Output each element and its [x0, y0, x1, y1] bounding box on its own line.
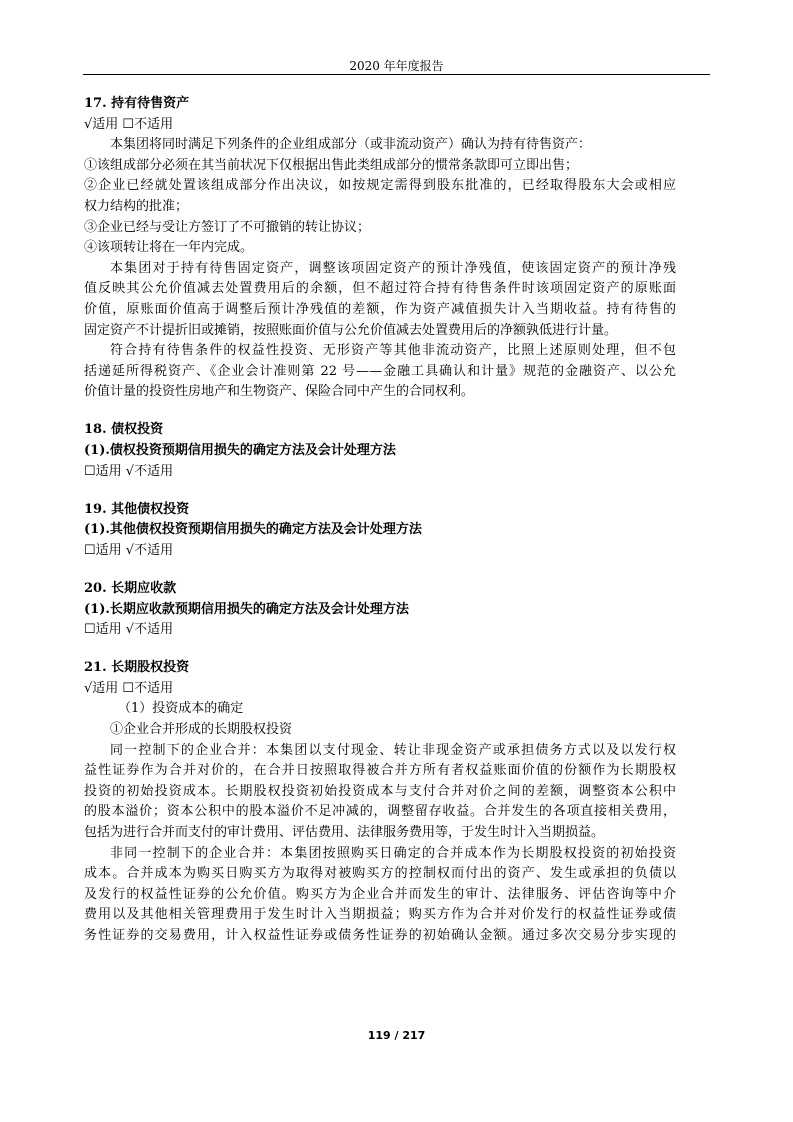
section-20-applicable: ☐适用 √不适用	[84, 622, 174, 638]
section-17-condition-4: ④该项转让将在一年内完成。	[84, 240, 254, 256]
paragraph-line: 非同一控制下的企业合并：本集团按照购买日确定的合并成本作为长期股权投资的初始投资	[110, 845, 676, 861]
section-21-subheading-2: ①企业合并形成的长期股权投资	[110, 722, 293, 738]
section-17-condition-1: ①该组成部分必须在其当前状况下仅根据出售此类组成部分的惯常条款即可立即出售；	[84, 157, 579, 173]
section-21-applicable: √适用 ☐不适用	[84, 680, 174, 696]
section-17-condition-3: ③企业已经与受让方签订了不可撤销的转让协议；	[84, 219, 371, 235]
paragraph-line: 同一控制下的企业合并：本集团以支付现金、转让非现金资产或承担债务方式以及以发行权	[110, 742, 676, 758]
paragraph-line: 本集团对于持有待售固定资产，调整该项固定资产的预计净残值，使该固定资产的预计净残	[110, 260, 676, 276]
section-18-subtitle: (1).债权投资预期信用损失的确定方法及会计处理方法	[84, 443, 396, 458]
section-20-subtitle: (1).长期应收款预期信用损失的确定方法及会计处理方法	[84, 601, 409, 617]
paragraph-line: 包括为进行合并而支付的审计费用、评估费用、法律服务费用等，于发生时计入当期损益。	[84, 825, 605, 840]
paragraph-line: 投资的初始投资成本。长期股权投资初始投资成本与支付合并对价之间的差额，调整资本公积中	[84, 783, 676, 799]
paragraph-line: 括递延所得税资产、《企业会计准则第 22 号——金融工具确认和计量》规范的金融资产、以公允	[84, 363, 676, 379]
page-header: 2020 年年度报告	[349, 59, 444, 73]
paragraph-line: 固定资产不计提折旧或摊销，按照账面价值与公允价值减去处置费用后的净额孰低进行计量。	[84, 322, 618, 338]
section-19-title: 19. 其他债权投资	[84, 501, 190, 517]
section-18-applicable: ☐适用 √不适用	[84, 463, 174, 479]
paragraph-line: 值反映其公允价值减去处置费用后的余额，但不超过符合持有待售条件时该项固定资产的原账面	[84, 281, 676, 297]
paragraph-line: 务性证券的交易费用，计入权益性证券或债务性证券的初始确认金额。通过多次交易分步实现的	[84, 927, 676, 943]
section-19-applicable: ☐适用 √不适用	[84, 542, 174, 558]
paragraph-line: 的股本溢价；资本公积中的股本溢价不足冲减的，调整留存收益。合并发生的各项直接相关费用，	[84, 804, 676, 820]
paragraph-line: 价值计量的投资性房地产和生物资产、保险合同中产生的合同权利。	[84, 384, 475, 400]
section-17-intro: 本集团将同时满足下列条件的企业组成部分（或非流动资产）确认为持有待售资产：	[110, 137, 592, 153]
header-divider	[83, 74, 710, 75]
paragraph-line: 成本。合并成本为购买日购买方为取得对被购买方的控制权而付出的资产、发生或承担的负债以	[84, 866, 676, 882]
paragraph-line: 益性证券作为合并对价的，在合并日按照取得被合并方所有者权益账面价值的份额作为长期股权	[84, 763, 676, 779]
section-21-title: 21. 长期股权投资	[84, 660, 190, 676]
paragraph-line: 价值，原账面价值高于调整后预计净残值的差额，作为资产减值损失计入当期收益。持有待售的	[84, 301, 676, 317]
section-17-title: 17. 持有待售资产	[84, 96, 190, 111]
section-18-title: 18. 债权投资	[84, 422, 164, 438]
document-body	[84, 94, 676, 947]
paragraph-line: 及发行的权益性证券的公允价值。购买方为企业合并而发生的审计、法律服务、评估咨询等中介	[84, 886, 676, 902]
page-number: 119 / 217	[367, 1029, 426, 1042]
section-21-subheading-1: （1）投资成本的确定	[118, 701, 244, 717]
section-19-subtitle: (1).其他债权投资预期信用损失的确定方法及会计处理方法	[84, 522, 422, 538]
section-17-condition-2-cont: 权力结构的批准；	[84, 198, 189, 214]
paragraph-line: 费用以及其他相关管理费用于发生时计入当期损益；购买方作为合并对价发行的权益性证券或债	[84, 907, 676, 923]
paragraph-line: 符合持有待售条件的权益性投资、无形资产等其他非流动资产，比照上述原则处理，但不包	[110, 343, 676, 359]
section-20-title: 20. 长期应收款	[84, 580, 177, 596]
section-17-condition-2: ②企业已经就处置该组成部分作出决议，如按规定需得到股东批准的，已经取得股东大会或相应	[84, 178, 676, 194]
section-17-applicable: √适用 ☐不适用	[84, 116, 174, 132]
